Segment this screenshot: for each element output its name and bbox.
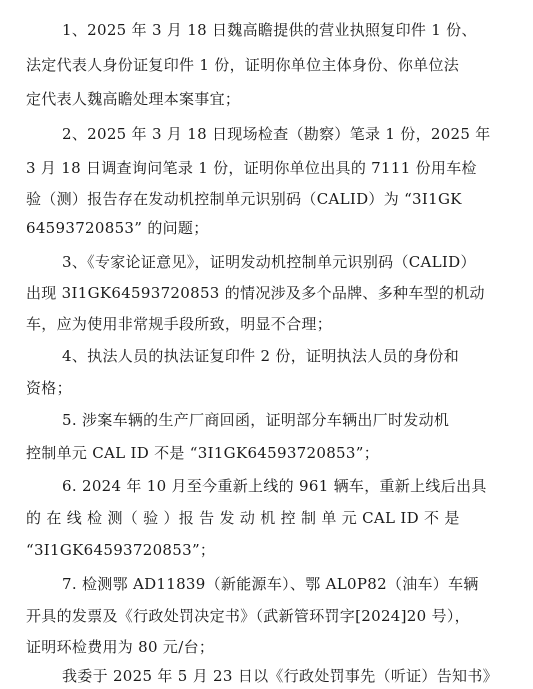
paragraph-5-line-2: 控制单元 CAL ID 不是 “3I1GK64593720853”； — [26, 444, 380, 462]
paragraph-3-line-2: 出现 3I1GK64593720853 的情况涉及多个品牌、多种车型的机动 — [26, 284, 485, 302]
paragraph-1-line-3: 定代表人魏高瞻处理本案事宜； — [26, 90, 241, 108]
paragraph-5-line-1: 5. 涉案车辆的生产厂商回函，证明部分车辆出厂时发动机 — [62, 411, 450, 429]
paragraph-6-line-3: “3I1GK64593720853”； — [26, 541, 216, 559]
paragraph-7-line-3: 证明环检费用为 80 元/台； — [26, 638, 215, 656]
paragraph-2-line-2: 3 月 18 日调查询问笔录 1 份，证明你单位出具的 7111 份用车检 — [26, 159, 477, 177]
paragraph-7-line-2: 开具的发票及《行政处罚决定书》（武新管环罚字[2024]20 号）， — [26, 607, 470, 625]
paragraph-8-line-1: 我委于 2025 年 5 月 23 日以《行政处罚事先（听证）告知书》 — [62, 667, 498, 685]
paragraph-3-line-3: 车，应为使用非常规手段所致，明显不合理； — [26, 315, 333, 333]
paragraph-2-line-3: 验（测）报告存在发动机控制单元识别码（CALID）为 “3I1GK — [26, 190, 462, 208]
paragraph-2-line-4: 64593720853” 的问题； — [26, 219, 209, 237]
paragraph-6-line-2: 的 在 线 检 测（ 验 ）报 告 发 动 机 控 制 单 元 CAL ID 不 是 — [26, 509, 460, 527]
paragraph-6-line-1: 6. 2024 年 10 月至今重新上线的 961 辆车，重新上线后出具 — [62, 477, 487, 495]
paragraph-7-line-1: 7. 检测鄂 AD11839（新能源车）、鄂 AL0P82（油车）车辆 — [62, 575, 479, 593]
paragraph-4-line-2: 资格； — [26, 379, 72, 397]
paragraph-3-line-1: 3、《专家论证意见》，证明发动机控制单元识别码（CALID） — [62, 253, 476, 271]
paragraph-4-line-1: 4、执法人员的执法证复印件 2 份，证明执法人员的身份和 — [62, 347, 460, 365]
paragraph-1-line-2: 法定代表人身份证复印件 1 份，证明你单位主体身份、你单位法 — [26, 56, 460, 74]
paragraph-2-line-1: 2、2025 年 3 月 18 日现场检查（勘察）笔录 1 份，2025 年 — [62, 125, 491, 143]
paragraph-1-line-1: 1、2025 年 3 月 18 日魏高瞻提供的营业执照复印件 1 份、 — [62, 21, 477, 39]
